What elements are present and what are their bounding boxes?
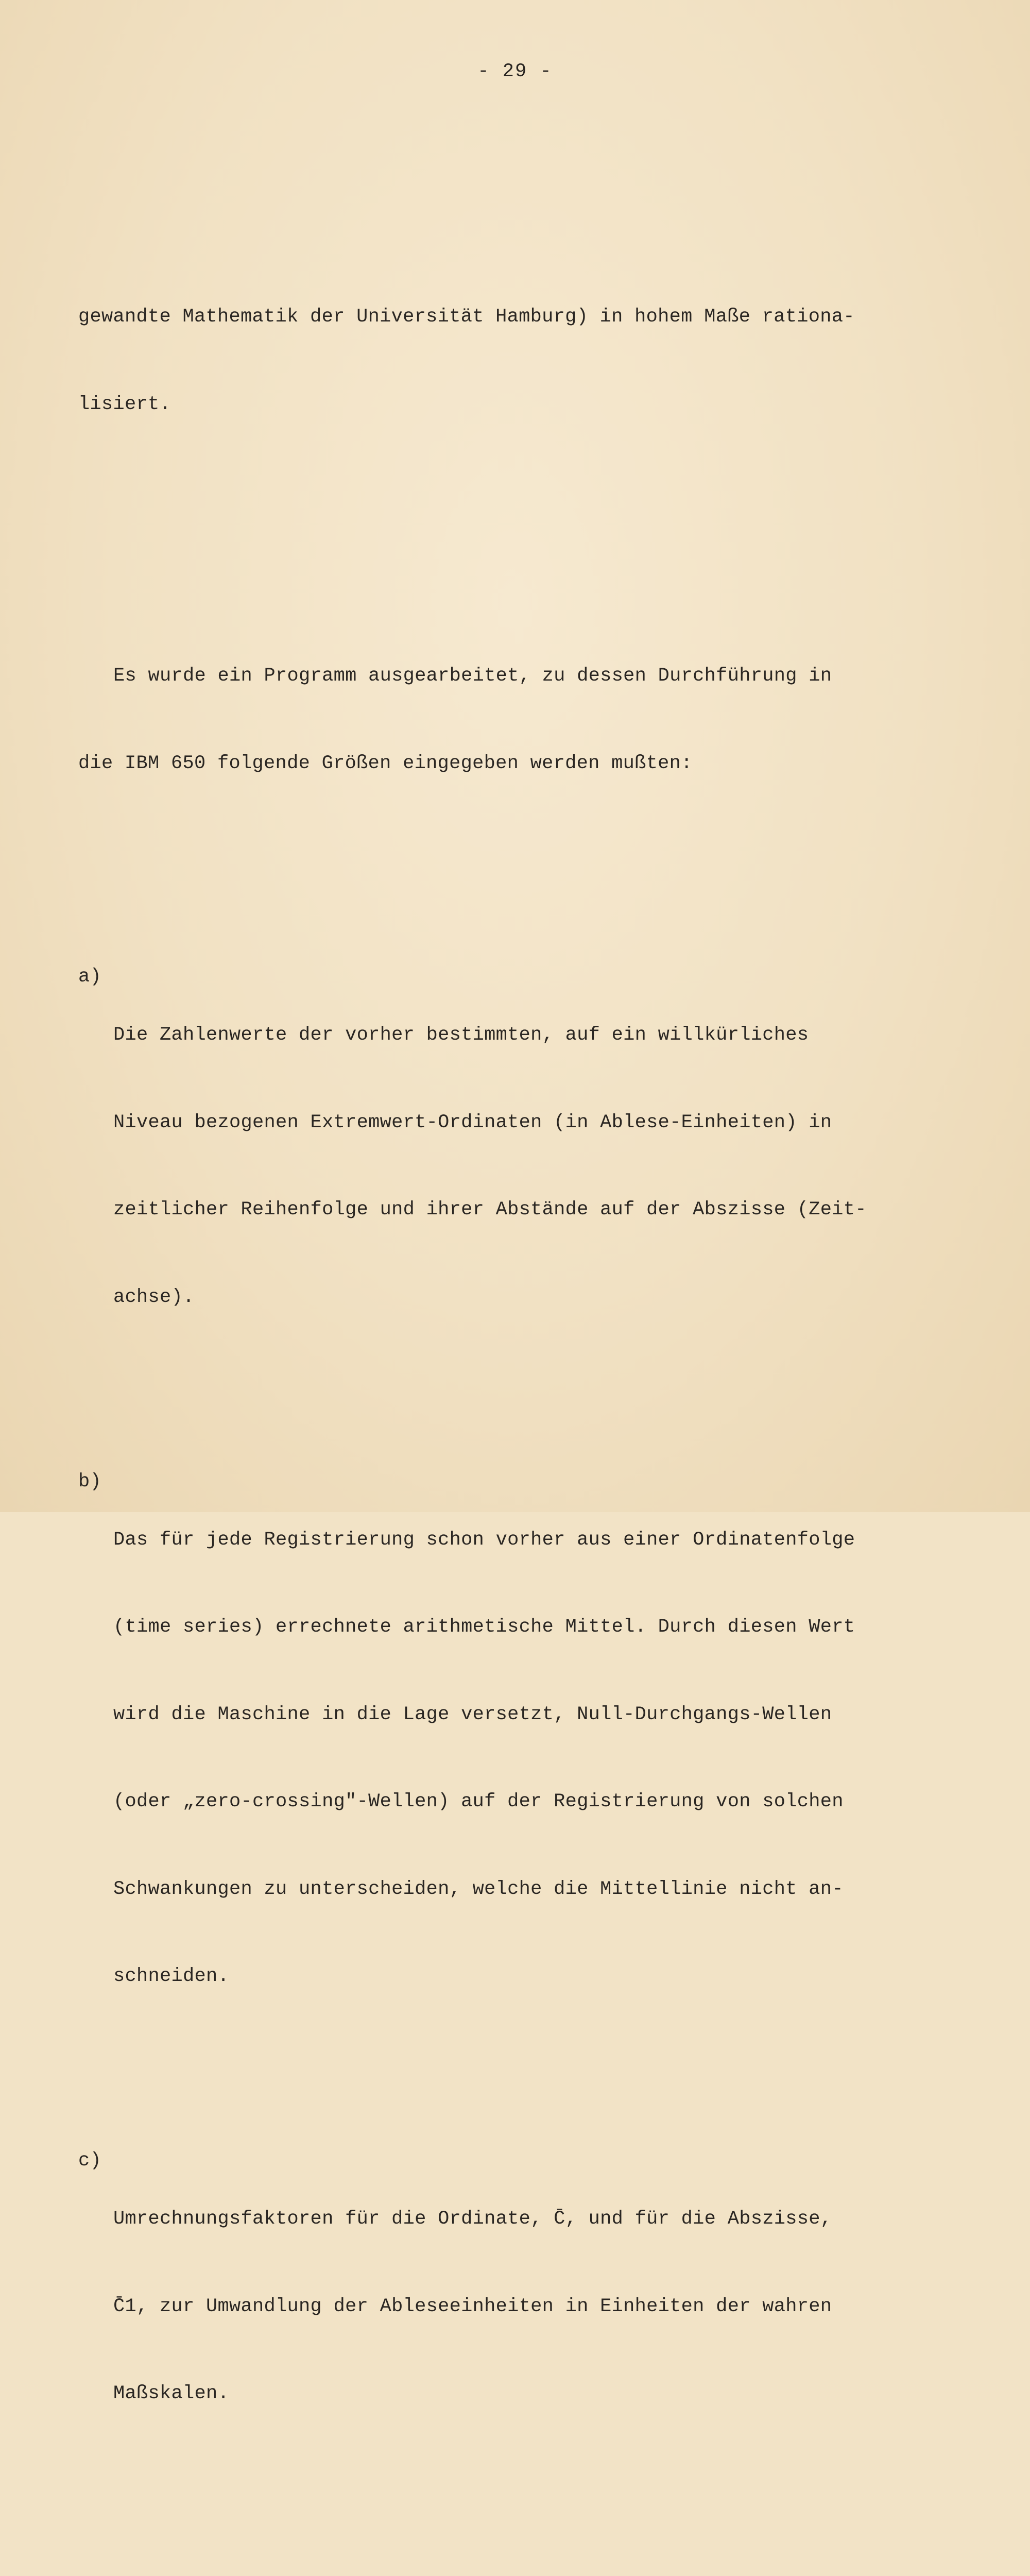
text-line: (oder „zero-crossing"-Wellen) auf der Registrierung von solchen: [113, 1791, 844, 1812]
list-marker: b): [78, 1470, 102, 1493]
list-item-text: [113, 1467, 913, 2049]
text-line: Umrechnungsfaktoren für die Ordinate, C̄, und für die Abszisse,: [113, 2208, 832, 2230]
list-item-text: [113, 962, 913, 1370]
text-line: lisiert.: [78, 393, 171, 415]
list-item-text: [113, 2146, 913, 2467]
text-line: schneiden.: [113, 1965, 230, 1987]
list-item: [78, 962, 913, 1370]
text-line: achse).: [113, 1286, 195, 1308]
text-line: Maßskalen.: [113, 2383, 230, 2404]
text-line: wird die Maschine in die Lage versetzt, Null-Durchgangs-Wellen: [113, 1703, 832, 1725]
paragraph-intro: [78, 244, 913, 477]
text-line: C̄1, zur Umwandlung der Ableseeinheiten in Einheiten der wahren: [113, 2295, 832, 2317]
text-line: Es wurde ein Programm ausgearbeitet, zu dessen Durchführung in: [113, 665, 832, 687]
list-item: [78, 1467, 913, 2049]
text-line: Das für jede Registrierung schon vorher aus einer Ordinatenfolge: [113, 1529, 855, 1551]
text-line: gewandte Mathematik der Universität Hamburg) in hohem Maße rationa-: [78, 306, 855, 328]
list-marker: a): [78, 966, 102, 988]
list-marker: c): [78, 2150, 102, 2172]
page-number: - 29 -: [477, 61, 553, 82]
text-line: (time series) errechnete arithmetische Mittel. Durch diesen Wert: [113, 1616, 855, 1638]
paragraph-program: [78, 603, 913, 836]
text-line: Die Zahlenwerte der vorher bestimmten, auf ein willkürliches: [113, 1024, 809, 1046]
text-line: die IBM 650 folgende Größen eingegeben werden mußten:: [78, 752, 693, 774]
text-line: zeitlicher Reihenfolge und ihrer Abstände auf der Abszisse (Zeit-: [113, 1199, 867, 1221]
text-line: Schwankungen zu unterscheiden, welche die Mittellinie nicht an-: [113, 1878, 844, 1900]
body-text: [78, 128, 913, 2576]
text-line: Niveau bezogenen Extremwert-Ordinaten (in Ablese-Einheiten) in: [113, 1111, 832, 1133]
list-item: [78, 2146, 913, 2467]
